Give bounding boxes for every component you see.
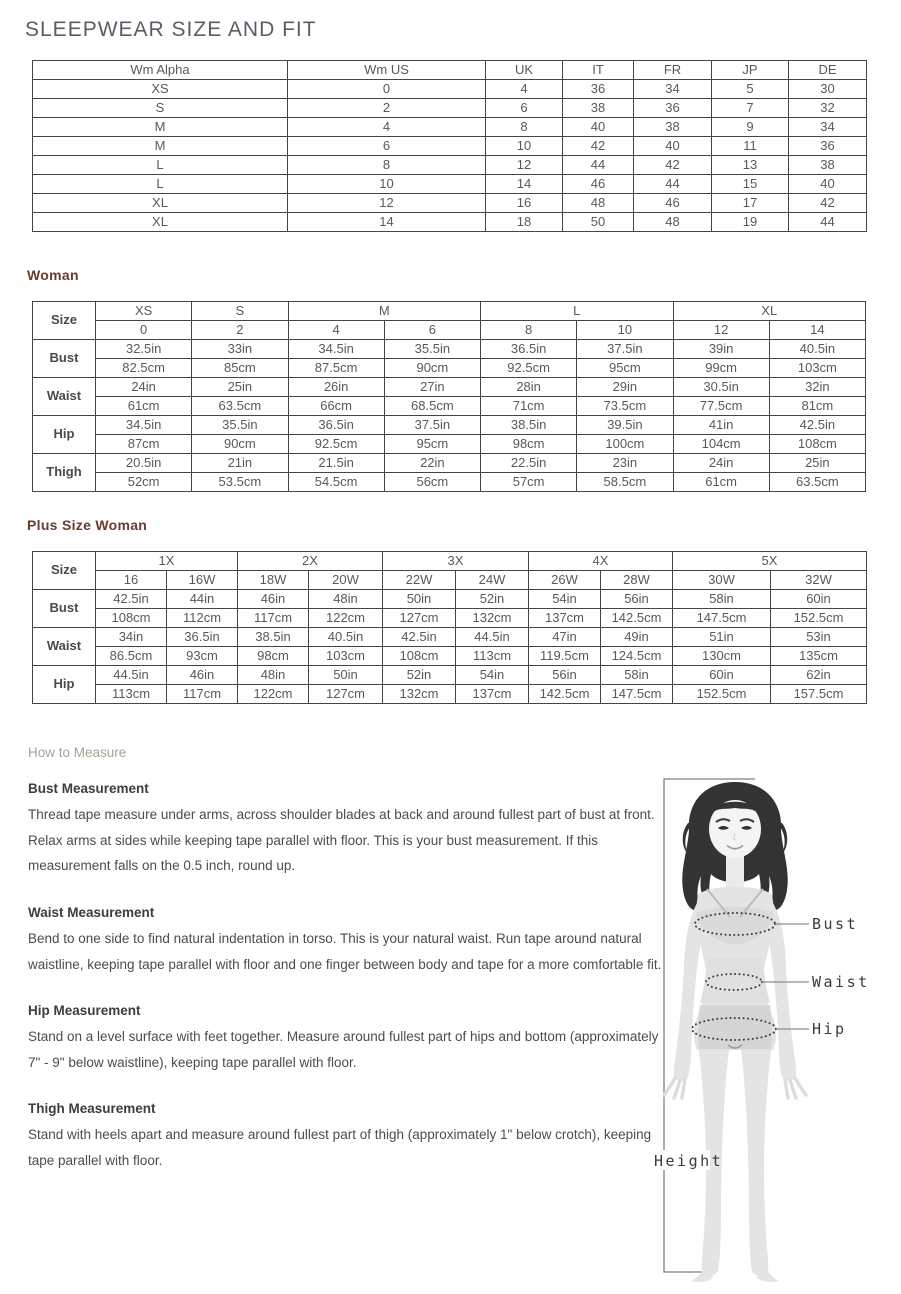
measurement-value-in: 53in: [771, 628, 867, 647]
conversion-cell: 6: [288, 137, 486, 156]
conversion-cell: 10: [288, 175, 486, 194]
measurement-value-in: 27in: [384, 378, 480, 397]
conversion-cell: 12: [486, 156, 563, 175]
measurement-row-cm: [33, 647, 867, 666]
conversion-cell: 32: [789, 99, 867, 118]
size-conversion-table: [32, 60, 867, 232]
measurement-value-cm: 87cm: [96, 435, 192, 454]
measurement-value-cm: 132cm: [456, 609, 529, 628]
conversion-cell: 5: [712, 80, 789, 99]
measurement-value-in: 22in: [384, 454, 480, 473]
measurement-value-cm: 108cm: [96, 609, 167, 628]
conversion-cell: 4: [288, 118, 486, 137]
measurement-value-cm: 147.5cm: [673, 609, 771, 628]
measure-section-title: Hip Measurement: [28, 1003, 141, 1019]
measurement-value-in: 32.5in: [96, 340, 192, 359]
measurement-row-label: Hip: [33, 416, 96, 454]
height-label: Height: [654, 1152, 724, 1170]
conversion-cell: 44: [563, 156, 634, 175]
conversion-cell: 40: [563, 118, 634, 137]
size-number-header: 12: [673, 321, 769, 340]
hip-label: Hip: [812, 1020, 847, 1038]
measurement-value-in: 35.5in: [384, 340, 480, 359]
measurement-value-in: 37.5in: [384, 416, 480, 435]
measurement-value-in: 36.5in: [167, 628, 238, 647]
measurement-value-in: 34.5in: [288, 340, 384, 359]
plus-size-section-heading: Plus Size Woman: [27, 517, 148, 533]
measurement-value-cm: 99cm: [673, 359, 769, 378]
measurement-value-cm: 108cm: [383, 647, 456, 666]
size-number-header: 0: [96, 321, 192, 340]
measurement-value-cm: 82.5cm: [96, 359, 192, 378]
measurement-value-in: 25in: [192, 378, 288, 397]
measurement-value-cm: 108cm: [769, 435, 865, 454]
left-foot-shape: [691, 1269, 713, 1282]
measurement-value-cm: 152.5cm: [771, 609, 867, 628]
measurement-row-inches: [33, 628, 867, 647]
size-number-header: 26W: [529, 571, 601, 590]
conversion-cell: 36: [789, 137, 867, 156]
neck-shape: [726, 853, 744, 887]
measure-section-text: Bend to one side to find natural indentation in torso. This is your natural waist. Run tape around natural waistline, keeping tape parallel with floor and one finger between body and tape for a more comfortable fit.: [28, 930, 662, 972]
measurement-value-cm: 132cm: [383, 685, 456, 704]
measure-section-title: Bust Measurement: [28, 781, 149, 796]
size-group-header: S: [192, 302, 288, 321]
measurement-value-in: 41in: [673, 416, 769, 435]
measurement-value-cm: 53.5cm: [192, 473, 288, 492]
measurement-value-in: 58in: [673, 590, 771, 609]
conversion-cell: XL: [33, 213, 288, 232]
measurement-value-cm: 119.5cm: [529, 647, 601, 666]
measure-section-title: Waist Measurement: [28, 904, 155, 920]
conversion-cell: 38: [634, 118, 712, 137]
measurement-value-cm: 63.5cm: [192, 397, 288, 416]
size-group-header: XL: [673, 302, 866, 321]
bust-measurement-section: [28, 781, 664, 879]
conversion-cell: 36: [634, 99, 712, 118]
measurement-value-cm: 52cm: [96, 473, 192, 492]
measurement-value-cm: 113cm: [456, 647, 529, 666]
measurement-value-cm: 117cm: [167, 685, 238, 704]
conversion-cell: 42: [634, 156, 712, 175]
measurement-row-label: Bust: [33, 340, 96, 378]
conversion-header-cell: DE: [789, 61, 867, 80]
right-leg-shape: [741, 1050, 771, 1275]
measurement-row-label: Thigh: [33, 454, 96, 492]
size-number-header: 14: [769, 321, 865, 340]
measurement-value-in: 33in: [192, 340, 288, 359]
measurement-value-in: 50in: [383, 590, 456, 609]
conversion-cell: 12: [288, 194, 486, 213]
measurement-value-in: 35.5in: [192, 416, 288, 435]
conversion-cell: 14: [486, 175, 563, 194]
measurement-row-label: Waist: [33, 628, 96, 666]
measurement-value-in: 48in: [238, 666, 309, 685]
measurement-value-cm: 87.5cm: [288, 359, 384, 378]
measurement-value-in: 40.5in: [769, 340, 865, 359]
measurement-value-cm: 77.5cm: [673, 397, 769, 416]
measurement-row-cm: [33, 473, 866, 492]
size-corner-header: Size: [33, 552, 96, 590]
measurement-value-in: 42.5in: [383, 628, 456, 647]
woman-section-heading: Woman: [27, 267, 79, 283]
conversion-cell: 8: [486, 118, 563, 137]
size-group-header: L: [481, 302, 674, 321]
measurement-value-in: 44.5in: [96, 666, 167, 685]
measurement-value-in: 48in: [309, 590, 383, 609]
measurement-value-in: 46in: [167, 666, 238, 685]
measurement-value-cm: 137cm: [456, 685, 529, 704]
measurement-value-cm: 86.5cm: [96, 647, 167, 666]
measurement-value-cm: 54.5cm: [288, 473, 384, 492]
measurement-value-in: 34in: [96, 628, 167, 647]
measurement-value-cm: 135cm: [771, 647, 867, 666]
size-group-header: 4X: [529, 552, 673, 571]
measurement-value-in: 42.5in: [769, 416, 865, 435]
measurement-value-cm: 127cm: [383, 609, 456, 628]
conversion-cell: M: [33, 137, 288, 156]
measurement-row-label: Bust: [33, 590, 96, 628]
conversion-cell: 7: [712, 99, 789, 118]
conversion-row: [33, 137, 867, 156]
conversion-cell: 36: [563, 80, 634, 99]
conversion-row: [33, 194, 867, 213]
measurement-value-in: 51in: [673, 628, 771, 647]
measurement-value-in: 26in: [288, 378, 384, 397]
waist-label: Waist: [812, 973, 870, 991]
conversion-cell: 9: [712, 118, 789, 137]
measurement-value-cm: 98cm: [481, 435, 577, 454]
measurement-value-in: 56in: [601, 590, 673, 609]
conversion-header-cell: Wm Alpha: [33, 61, 288, 80]
conversion-row: [33, 213, 867, 232]
plus-size-measurements-table: [32, 551, 867, 704]
conversion-cell: 48: [634, 213, 712, 232]
measurement-value-cm: 63.5cm: [769, 473, 865, 492]
measurement-value-in: 40.5in: [309, 628, 383, 647]
conversion-cell: 50: [563, 213, 634, 232]
how-to-measure-block: [28, 745, 664, 1200]
right-hand-fingers-icon: [785, 1078, 806, 1098]
measurement-value-in: 34.5in: [96, 416, 192, 435]
measurement-value-cm: 147.5cm: [601, 685, 673, 704]
measurement-value-in: 62in: [771, 666, 867, 685]
conversion-cell: 15: [712, 175, 789, 194]
measurement-value-in: 44.5in: [456, 628, 529, 647]
measurement-row-inches: [33, 454, 866, 473]
size-group-header: 5X: [673, 552, 867, 571]
conversion-cell: 13: [712, 156, 789, 175]
conversion-header-cell: UK: [486, 61, 563, 80]
size-number-header: 16W: [167, 571, 238, 590]
conversion-row: [33, 118, 867, 137]
conversion-cell: 8: [288, 156, 486, 175]
conversion-cell: 4: [486, 80, 563, 99]
conversion-cell: 6: [486, 99, 563, 118]
measurement-value-cm: 103cm: [769, 359, 865, 378]
measurement-value-in: 24in: [673, 454, 769, 473]
conversion-cell: 10: [486, 137, 563, 156]
measurement-value-in: 39in: [673, 340, 769, 359]
waist-measurement-section: [28, 905, 664, 977]
measurement-value-in: 38.5in: [481, 416, 577, 435]
measurement-value-cm: 130cm: [673, 647, 771, 666]
measurement-value-in: 30.5in: [673, 378, 769, 397]
conversion-cell: XS: [33, 80, 288, 99]
measurement-value-in: 25in: [769, 454, 865, 473]
bust-label: Bust: [812, 915, 859, 933]
measurement-value-in: 42.5in: [96, 590, 167, 609]
measurement-value-in: 60in: [673, 666, 771, 685]
measurement-value-in: 21in: [192, 454, 288, 473]
camisole-band-shape: [700, 958, 770, 1003]
measurement-value-in: 50in: [309, 666, 383, 685]
conversion-row: [33, 156, 867, 175]
size-group-header: 2X: [238, 552, 383, 571]
measurement-value-cm: 142.5cm: [529, 685, 601, 704]
measurement-value-in: 28in: [481, 378, 577, 397]
conversion-cell: 46: [563, 175, 634, 194]
left-hand-fingers-icon: [664, 1078, 685, 1098]
woman-illustration: [650, 773, 880, 1285]
measurement-value-cm: 122cm: [309, 609, 383, 628]
shorts-shape: [698, 1005, 772, 1049]
measurement-value-in: 36.5in: [288, 416, 384, 435]
size-corner-header: Size: [33, 302, 96, 340]
conversion-cell: 44: [789, 213, 867, 232]
measurement-value-cm: 90cm: [384, 359, 480, 378]
measurement-figure: [650, 773, 880, 1285]
size-number-header: 16: [96, 571, 167, 590]
conversion-header-cell: JP: [712, 61, 789, 80]
measurement-value-in: 44in: [167, 590, 238, 609]
measurement-row-inches: [33, 416, 866, 435]
measurement-value-cm: 58.5cm: [577, 473, 673, 492]
measurement-value-in: 47in: [529, 628, 601, 647]
measurement-value-cm: 92.5cm: [481, 359, 577, 378]
size-number-header: 10: [577, 321, 673, 340]
measurement-value-cm: 122cm: [238, 685, 309, 704]
measurement-value-cm: 61cm: [673, 473, 769, 492]
hip-measurement-section: [28, 1003, 664, 1075]
size-group-header: 3X: [383, 552, 529, 571]
measurement-value-cm: 100cm: [577, 435, 673, 454]
size-number-header: 6: [384, 321, 480, 340]
measurement-value-in: 38.5in: [238, 628, 309, 647]
measurement-value-cm: 95cm: [577, 359, 673, 378]
conversion-cell: 2: [288, 99, 486, 118]
right-foot-shape: [757, 1269, 779, 1282]
measurement-value-cm: 61cm: [96, 397, 192, 416]
measure-section-title: Thigh Measurement: [28, 1101, 156, 1117]
measurement-value-cm: 113cm: [96, 685, 167, 704]
size-number-header: 28W: [601, 571, 673, 590]
measurement-value-cm: 124.5cm: [601, 647, 673, 666]
measurement-value-in: 52in: [456, 590, 529, 609]
measurement-value-in: 52in: [383, 666, 456, 685]
woman-measurements-table: [32, 301, 866, 492]
thigh-measurement-section: [28, 1101, 664, 1173]
measurement-value-in: 60in: [771, 590, 867, 609]
measurement-value-in: 54in: [529, 590, 601, 609]
conversion-cell: M: [33, 118, 288, 137]
measure-section-text: Thread tape measure under arms, across shoulder blades at back and around fullest part of bust at front. Relax arms at sides while keeping tape parallel with floor. This is your bust measurement. If this measurement falls on the 0.5 inch, round up.: [28, 807, 655, 874]
measurement-row-label: Hip: [33, 666, 96, 704]
measurement-value-cm: 57cm: [481, 473, 577, 492]
measure-section-text: Stand on a level surface with feet together. Measure around fullest part of hips and bottom (approximately 7" - 9" below waistline), keeping tape parallel with floor.: [28, 1029, 659, 1070]
measurement-row-label: Waist: [33, 378, 96, 416]
page-title: SLEEPWEAR SIZE AND FIT: [25, 18, 317, 41]
size-number-header: 24W: [456, 571, 529, 590]
how-to-measure-sections: [28, 781, 664, 1174]
conversion-row: [33, 175, 867, 194]
measurement-value-in: 58in: [601, 666, 673, 685]
measurement-value-cm: 112cm: [167, 609, 238, 628]
measurement-value-cm: 95cm: [384, 435, 480, 454]
conversion-cell: 19: [712, 213, 789, 232]
conversion-header-cell: FR: [634, 61, 712, 80]
measurement-value-in: 20.5in: [96, 454, 192, 473]
conversion-cell: 46: [634, 194, 712, 213]
conversion-cell: 40: [634, 137, 712, 156]
conversion-cell: 42: [563, 137, 634, 156]
conversion-cell: 14: [288, 213, 486, 232]
size-number-header: 22W: [383, 571, 456, 590]
conversion-cell: 17: [712, 194, 789, 213]
measurement-value-in: 23in: [577, 454, 673, 473]
measurement-row-inches: [33, 666, 867, 685]
measurement-value-cm: 90cm: [192, 435, 288, 454]
measurement-value-in: 46in: [238, 590, 309, 609]
conversion-cell: S: [33, 99, 288, 118]
conversion-cell: 18: [486, 213, 563, 232]
measurement-value-cm: 68.5cm: [384, 397, 480, 416]
measurement-value-cm: 117cm: [238, 609, 309, 628]
measurement-value-cm: 93cm: [167, 647, 238, 666]
measurement-value-cm: 127cm: [309, 685, 383, 704]
conversion-cell: 34: [634, 80, 712, 99]
conversion-cell: 16: [486, 194, 563, 213]
measurement-row-inches: [33, 378, 866, 397]
conversion-cell: 44: [634, 175, 712, 194]
measurement-value-cm: 56cm: [384, 473, 480, 492]
measurement-row-cm: [33, 685, 867, 704]
measurement-value-cm: 157.5cm: [771, 685, 867, 704]
measurement-value-cm: 137cm: [529, 609, 601, 628]
measurement-value-cm: 103cm: [309, 647, 383, 666]
conversion-cell: 34: [789, 118, 867, 137]
measurement-row-cm: [33, 397, 866, 416]
measurement-value-in: 56in: [529, 666, 601, 685]
measurement-value-cm: 152.5cm: [673, 685, 771, 704]
measurement-value-in: 39.5in: [577, 416, 673, 435]
measurement-row-inches: [33, 340, 866, 359]
measurement-value-cm: 81cm: [769, 397, 865, 416]
measurement-value-in: 29in: [577, 378, 673, 397]
measurement-value-in: 36.5in: [481, 340, 577, 359]
conversion-cell: 0: [288, 80, 486, 99]
measurement-value-cm: 98cm: [238, 647, 309, 666]
measurement-value-in: 32in: [769, 378, 865, 397]
conversion-cell: 48: [563, 194, 634, 213]
conversion-cell: 38: [789, 156, 867, 175]
conversion-cell: XL: [33, 194, 288, 213]
measurement-value-in: 49in: [601, 628, 673, 647]
size-number-header: 4: [288, 321, 384, 340]
conversion-cell: 38: [563, 99, 634, 118]
conversion-cell: L: [33, 175, 288, 194]
size-number-header: 30W: [673, 571, 771, 590]
size-group-header: M: [288, 302, 481, 321]
size-number-header: 2: [192, 321, 288, 340]
size-number-header: 32W: [771, 571, 867, 590]
measurement-row-cm: [33, 609, 867, 628]
size-number-header: 8: [481, 321, 577, 340]
measurement-row-cm: [33, 359, 866, 378]
measurement-value-in: 24in: [96, 378, 192, 397]
conversion-cell: 30: [789, 80, 867, 99]
size-group-header: 1X: [96, 552, 238, 571]
measurement-value-cm: 104cm: [673, 435, 769, 454]
measurement-value-in: 54in: [456, 666, 529, 685]
measurement-value-in: 21.5in: [288, 454, 384, 473]
measurement-value-cm: 66cm: [288, 397, 384, 416]
measurement-value-in: 22.5in: [481, 454, 577, 473]
measurement-value-cm: 73.5cm: [577, 397, 673, 416]
size-number-header: 20W: [309, 571, 383, 590]
measurement-row-cm: [33, 435, 866, 454]
conversion-cell: 11: [712, 137, 789, 156]
size-number-header: 18W: [238, 571, 309, 590]
conversion-header-cell: IT: [563, 61, 634, 80]
measure-section-text: Stand with heels apart and measure around fullest part of thigh (approximately 1" below crotch), keeping tape parallel with floor.: [28, 1127, 652, 1169]
size-group-header: XS: [96, 302, 192, 321]
conversion-row: [33, 80, 867, 99]
conversion-row: [33, 99, 867, 118]
conversion-header-cell: Wm US: [288, 61, 486, 80]
measurement-value-cm: 92.5cm: [288, 435, 384, 454]
measurement-value-cm: 71cm: [481, 397, 577, 416]
conversion-cell: 42: [789, 194, 867, 213]
measurement-value-in: 37.5in: [577, 340, 673, 359]
how-to-measure-heading: How to Measure: [28, 745, 127, 760]
conversion-cell: L: [33, 156, 288, 175]
conversion-cell: 40: [789, 175, 867, 194]
measurement-value-cm: 142.5cm: [601, 609, 673, 628]
measurement-value-cm: 85cm: [192, 359, 288, 378]
measurement-row-inches: [33, 590, 867, 609]
